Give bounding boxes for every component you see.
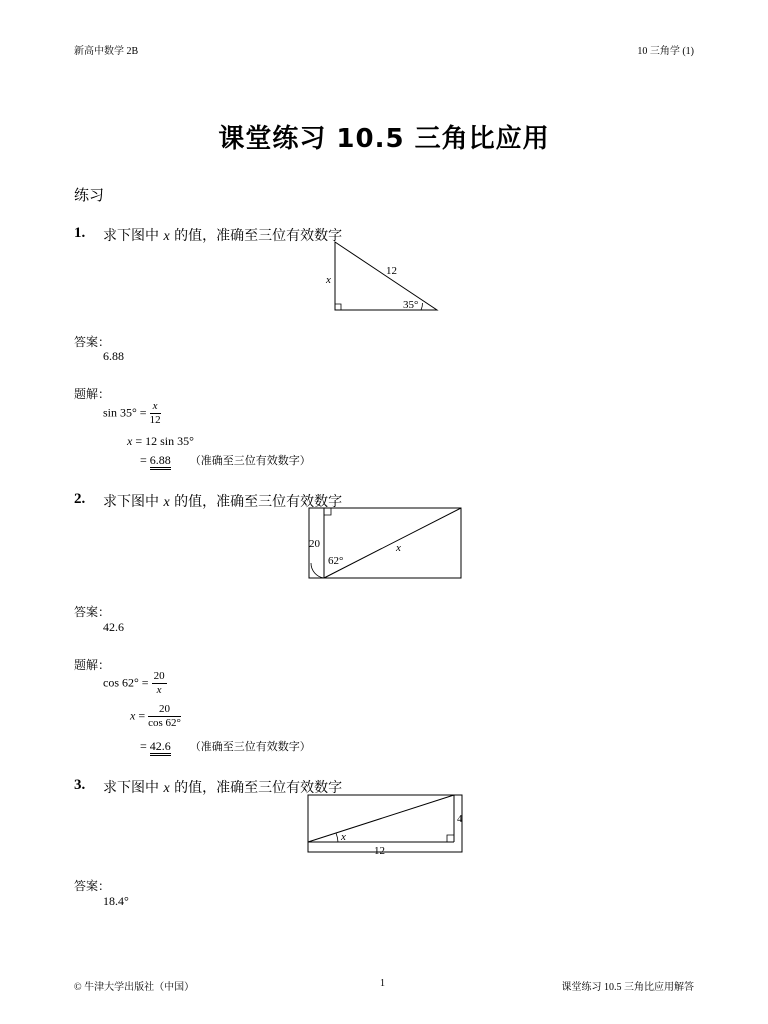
angle-arc [336,833,338,842]
question-1-solution-line-2 [127,434,194,449]
question-3-rectangle-figure [306,792,466,856]
q2-sol-frac2-num: 20 [148,703,181,717]
section-heading: 练习 [74,186,105,204]
question-2-solution-label: 题解： [74,658,111,672]
question-1-text [103,225,342,245]
diagonal-line [308,795,454,842]
rectangle-shape [309,508,461,578]
header-left: 新高中数学 2B [74,46,139,57]
question-2-solution-line-3 [140,738,311,754]
question-3-text-after: 的值，准确至三位有效数字 [169,780,343,796]
side-label: x [326,274,331,286]
q1-sol-fraction [150,400,161,427]
diagonal-label: x [396,542,401,554]
question-1-answer: 6.88 [103,349,124,363]
right-angle-mark [324,508,331,515]
q1-sol-l2-rhs: = 12 sin 35° [135,434,194,448]
question-1-var: x [163,229,170,244]
angle-label: 62° [328,555,344,567]
diagonal-line [324,508,461,578]
question-1-solution-label: 题解： [74,387,111,401]
page-title: 课堂练习 10.5 三角比应用 [218,124,550,154]
right-angle-mark [335,304,341,310]
q1-sol-l2-lhs: x [127,434,133,448]
angle-arc [311,563,324,578]
question-2-text-before: 求下图中 [103,494,164,510]
question-3-answer: 18.4° [103,894,129,908]
question-1-number: 1. [74,225,86,241]
question-1-text-after: 的值，准确至三位有效数字 [169,228,343,244]
question-1-answer-label: 答案： [74,335,111,349]
question-1-solution-line-1 [103,400,161,427]
question-1-solution-line-3 [140,452,311,468]
right-angle-mark [447,835,454,842]
question-3-var: x [163,781,170,796]
q1-sol-frac-den: 12 [149,414,161,426]
footer-left: © 牛津大学出版社（中国） [74,982,195,993]
question-2-solution-line-2 [130,703,181,730]
question-2-rectangle-figure [306,505,466,583]
header-right: 10 三角学 (1) [637,46,694,57]
side-label: 4 [457,813,463,825]
q2-sol-frac1-den: x [156,684,162,696]
q2-sol-fraction-1 [152,670,167,697]
q2-sol-frac2-den: cos 62° [148,717,181,729]
q2-sol-l3-value: 42.6 [150,739,171,756]
base-label: 12 [374,845,385,856]
question-3-text-before: 求下图中 [103,780,164,796]
question-3-number: 3. [74,777,86,793]
hypotenuse-label: 12 [386,265,397,277]
question-2-number: 2. [74,491,86,507]
question-3-answer-label: 答案： [74,879,111,893]
side-label: 20 [309,538,320,550]
q1-sol-l3-eq: = [140,453,147,467]
q1-sol-l3-note: （准确至三位有效数字） [189,454,311,467]
question-1-triangle-figure [318,236,448,318]
angle-label: x [341,831,346,843]
q1-sol-l1-lhs: sin 35° = [103,405,147,420]
angle-label: 35° [403,299,419,311]
q2-sol-l1-lhs: cos 62° = [103,675,149,690]
question-2-solution-line-1 [103,670,167,697]
angle-arc [421,303,423,310]
q1-sol-l3-value: 6.88 [150,453,171,470]
question-2-answer-label: 答案： [74,605,111,619]
question-1-text-before: 求下图中 [103,228,164,244]
q2-sol-frac1-num: 20 [153,670,165,682]
q2-sol-l3-eq: = [140,739,147,753]
question-2-answer: 42.6 [103,620,124,634]
footer-page-number: 1 [380,978,385,989]
q2-sol-l2-lhs: x [130,708,136,723]
q2-sol-l3-note: （准确至三位有效数字） [189,740,311,753]
question-2-text-after: 的值，准确至三位有效数字 [169,494,343,510]
q1-sol-frac-num: x [150,400,161,414]
footer-right: 课堂练习 10.5 三角比应用解答 [561,982,694,993]
question-2-var: x [163,495,170,510]
rectangle-shape [308,795,462,852]
q2-sol-fraction-2 [148,703,181,730]
q2-sol-l2-eq: = [138,708,146,723]
